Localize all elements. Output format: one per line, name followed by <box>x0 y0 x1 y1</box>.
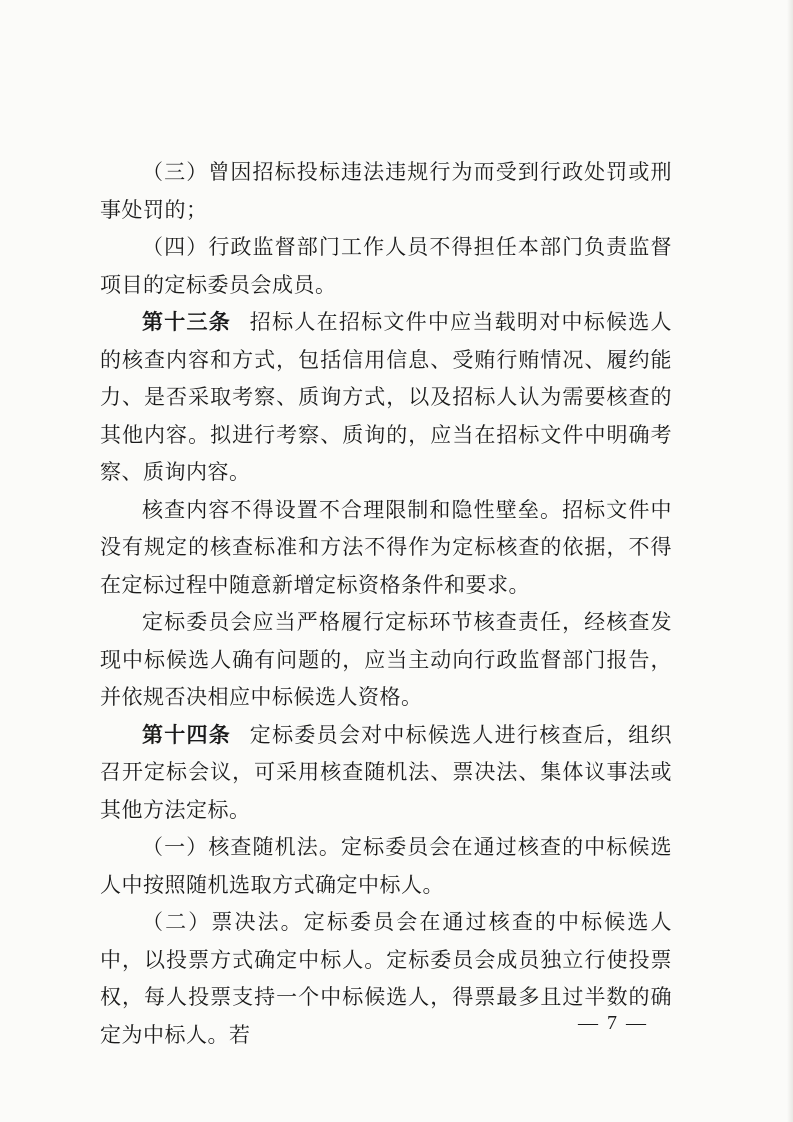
paragraph-7: （一）核查随机法。定标委员会在通过核查的中标候选人中按照随机选取方式确定中标人。 <box>100 835 672 897</box>
paragraph-2: （四）行政监督部门工作人员不得担任本部门负责监督项目的定标委员会成员。 <box>100 235 672 297</box>
paragraph-3: 第十三条 招标人在招标文件中应当载明对中标候选人的核查内容和方式，包括信用信息、受贿行贿情况、履约能力、是否采取考察、质询方式，以及招标人认为需要核查的其他内容。拟进行考察、质询的，应当在招标文件中明确考察、质询内容。 <box>100 310 673 484</box>
paragraph-6: 第十四条 定标委员会对中标候选人进行核查后，组织召开定标会议，可采用核查随机法、票决法、集体议事法或其他方法定标。 <box>100 722 673 822</box>
article-heading-14: 第十四条 <box>142 722 232 747</box>
paragraph-4: 核查内容不得设置不合理限制和隐性壁垒。招标文件中没有规定的核查标准和方法不得作为定标核查的依据，不得在定标过程中随意新增定标资格条件和要求。 <box>100 497 672 597</box>
paragraph-1: （三）曾因招标投标违法违规行为而受到行政处罚或刑事处罚的； <box>100 160 672 222</box>
paragraph-8: （二）票决法。定标委员会在通过核查的中标候选人中，以投票方式确定中标人。定标委员会成员独立行使投票权，每人投票支持一个中标候选人，得票最多且过半数的确定为中标人。若 <box>100 910 672 1047</box>
article-heading-13: 第十三条 <box>142 310 232 334</box>
document-body <box>100 154 672 1054</box>
paragraph-5: 定标委员会应当严格履行定标环节核查责任，经核查发现中标候选人确有问题的，应当主动向行政监督部门报告，并依规否决相应中标候选人资格。 <box>100 610 672 709</box>
scan-edge <box>787 0 793 1122</box>
page-number: — 7 — <box>578 1012 648 1034</box>
